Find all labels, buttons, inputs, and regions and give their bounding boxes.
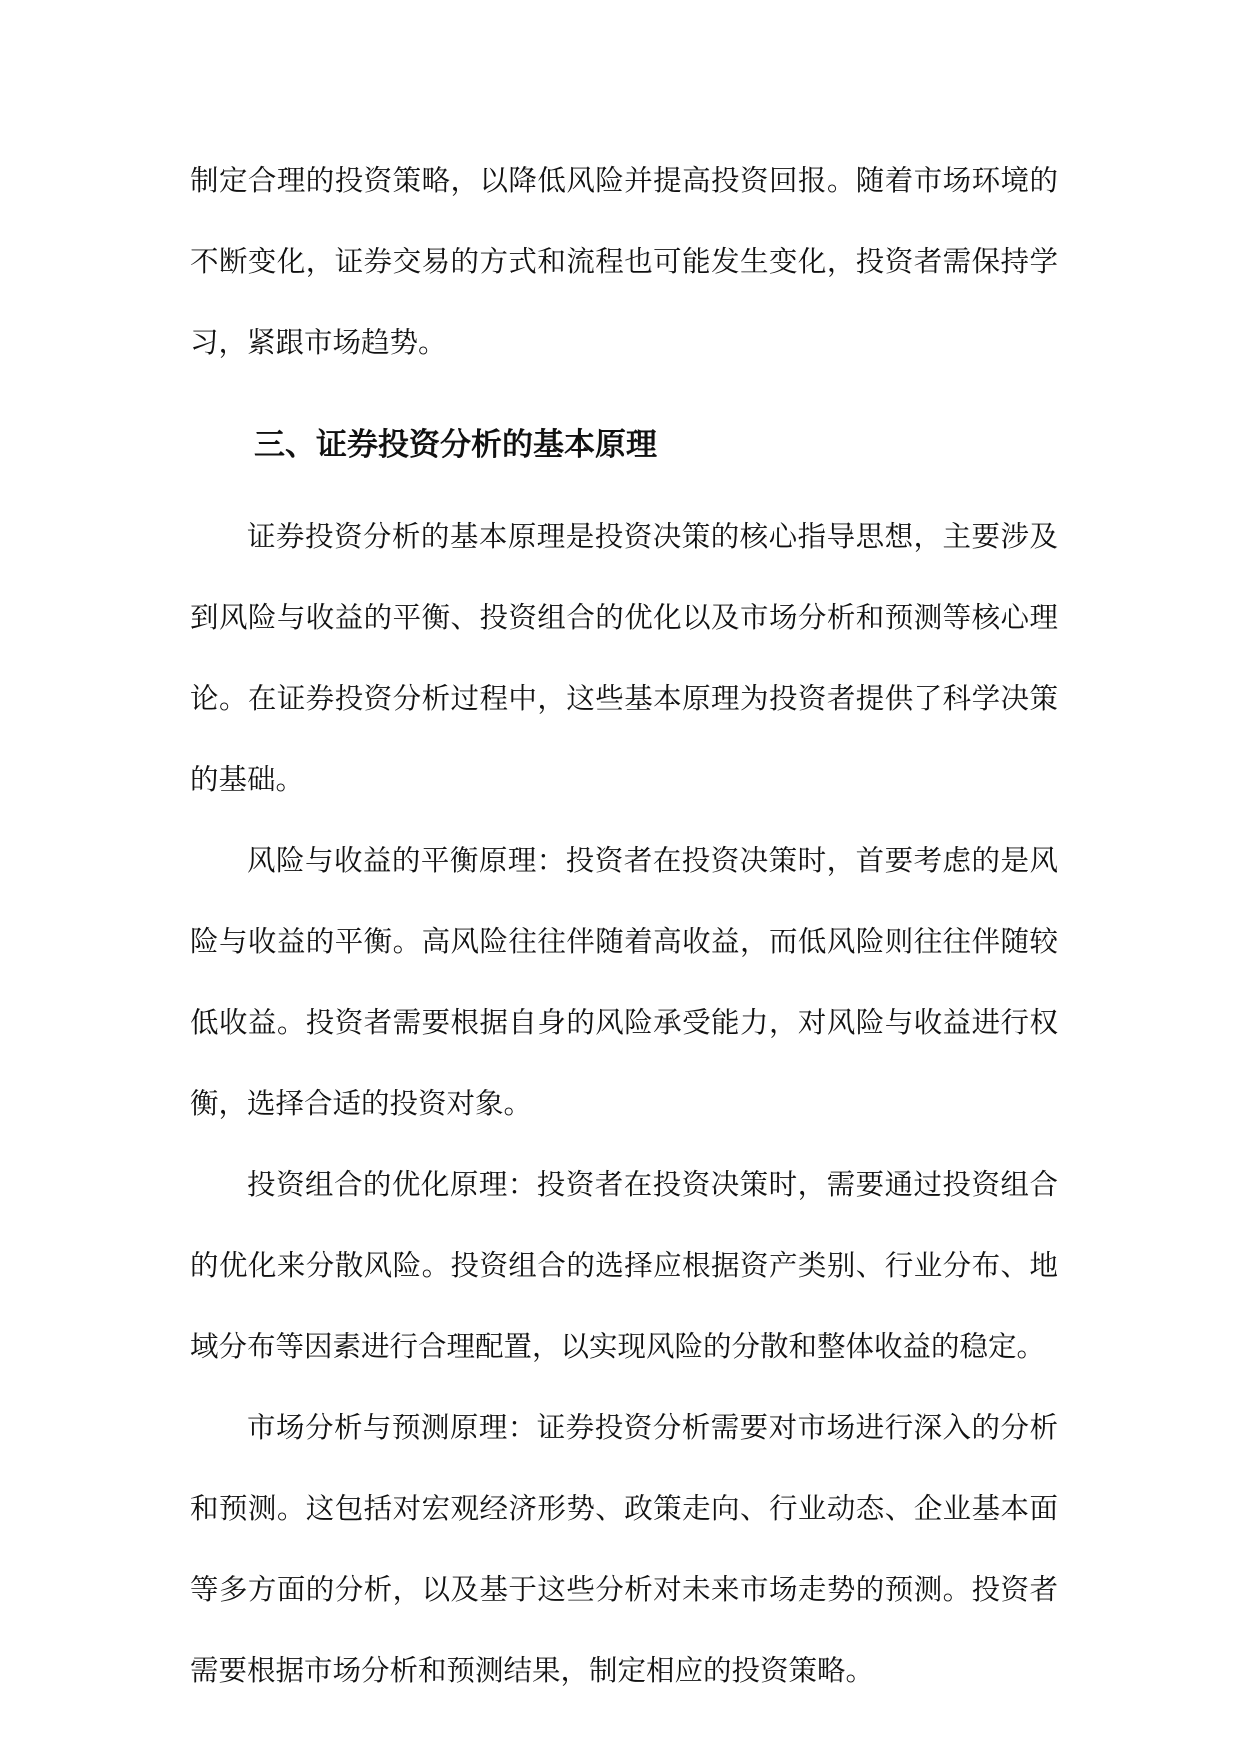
paragraph-intro: 证券投资分析的基本原理是投资决策的核心指导思想，主要涉及到风险与收益的平衡、投资组合的优化以及市场分析和预测等核心理论。在证券投资分析过程中，这些基本原理为投资者提供了科学决策的基础。 bbox=[190, 520, 1058, 796]
paragraph-market-analysis: 市场分析与预测原理：证券投资分析需要对市场进行深入的分析和预测。这包括对宏观经济形势、政策走向、行业动态、企业基本面等多方面的分析，以及基于这些分析对未来市场走势的预测。投资者需要根据市场分析和预测结果，制定相应的投资策略。 bbox=[190, 1411, 1058, 1687]
paragraph-portfolio: 投资组合的优化原理：投资者在投资决策时，需要通过投资组合的优化来分散风险。投资组合的选择应根据资产类别、行业分布、地域分布等因素进行合理配置，以实现风险的分散和整体收益的稳定。 bbox=[190, 1168, 1058, 1363]
paragraph-risk-return: 风险与收益的平衡原理：投资者在投资决策时，首要考虑的是风险与收益的平衡。高风险往往伴随着高收益，而低风险则往往伴随较低收益。投资者需要根据自身的风险承受能力，对风险与收益进行权衡，选择合适的投资对象。 bbox=[190, 844, 1058, 1120]
continuation-paragraph: 制定合理的投资策略，以降低风险并提高投资回报。随着市场环境的不断变化，证券交易的方式和流程也可能发生变化，投资者需保持学习，紧跟市场趋势。 bbox=[190, 164, 1058, 359]
document-page bbox=[190, 140, 1058, 1711]
section-heading: 三、证券投资分析的基本原理 bbox=[254, 427, 657, 463]
